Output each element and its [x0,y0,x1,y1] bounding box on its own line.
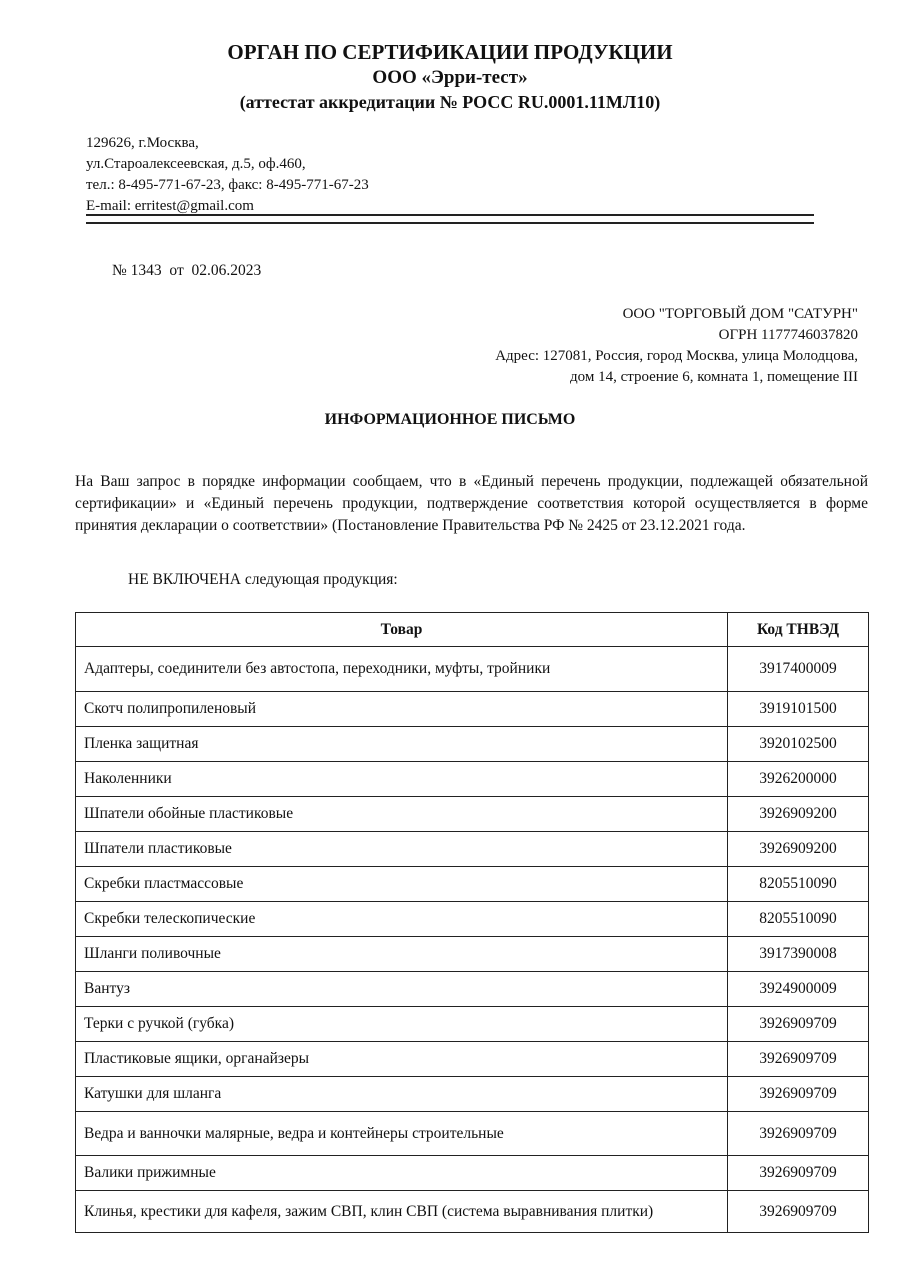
body-paragraph: На Ваш запрос в порядке информации сообщаем, что в «Единый перечень продукции, подлежащей обязательной сертификации» и «Единый перечень продукции, подтверждение соответствия которой осуществляется в форме принятия декларации о соответствии» (Постановление Правительства РФ № 2425 от 23.12.2021 года. [75,473,868,534]
product-name: Пластиковые ящики, органайзеры [76,1042,728,1077]
products-table [75,612,869,1233]
sender-address-line: ул.Староалексеевская, д.5, оф.460, [86,156,306,172]
recipient-block [495,304,858,388]
product-name: Вантуз [76,972,728,1007]
sender-email: E-mail: erritest@gmail.com [86,198,254,214]
table-row [76,867,869,902]
table-row [76,1007,869,1042]
tnved-code: 3924900009 [728,972,869,1007]
tnved-code: 3926909200 [728,797,869,832]
company-name: ООО «Эрри-тест» [372,67,528,88]
table-row [76,1191,869,1233]
tnved-code: 3917400009 [728,647,869,692]
tnved-code: 3926200000 [728,762,869,797]
tnved-code: 3926909709 [728,1112,869,1156]
product-name: Шпатели обойные пластиковые [76,797,728,832]
recipient-address-line: Адрес: 127081, Россия, город Москва, улица Молодцова, [495,348,858,364]
letter-number-date: № 1343 от 02.06.2023 [112,262,262,279]
table-row [76,902,869,937]
tnved-code: 3917390008 [728,937,869,972]
table-row [76,1077,869,1112]
product-name: Адаптеры, соединители без автостопа, переходники, муфты, тройники [76,647,728,692]
recipient-name: ООО "ТОРГОВЫЙ ДОМ "САТУРН" [622,306,858,322]
product-name: Терки с ручкой (губка) [76,1007,728,1042]
accreditation-line: (аттестат аккредитации № РОСС RU.0001.11МЛ10) [239,92,661,112]
column-header-code: Код ТНВЭД [728,613,869,647]
product-name: Катушки для шланга [76,1077,728,1112]
table-row [76,1112,869,1156]
document-title: ИНФОРМАЦИОННОЕ ПИСЬМО [324,411,576,428]
table-row [76,1042,869,1077]
sender-phone-fax: тел.: 8-495-771-67-23, факс: 8-495-771-67-23 [86,177,369,193]
table-row [76,937,869,972]
product-name: Скребки телескопические [76,902,728,937]
table-row [76,1156,869,1191]
double-separator-line [86,214,814,224]
tnved-code: 3926909709 [728,1042,869,1077]
column-header-product: Товар [76,613,728,647]
organization-heading: ОРГАН ПО СЕРТИФИКАЦИИ ПРОДУКЦИИ [227,40,673,64]
product-name: Ведра и ванночки малярные, ведра и контейнеры строительные [76,1112,728,1156]
tnved-code: 3926909709 [728,1156,869,1191]
product-name: Шланги поливочные [76,937,728,972]
product-name: Пленка защитная [76,727,728,762]
tnved-code: 8205510090 [728,902,869,937]
product-name: Наколенники [76,762,728,797]
table-row [76,832,869,867]
tnved-code: 3926909709 [728,1191,869,1233]
sender-address [86,133,369,217]
sender-address-line: 129626, г.Москва, [86,135,199,151]
product-name: Скотч полипропиленовый [76,692,728,727]
tnved-code: 3920102500 [728,727,869,762]
tnved-code: 3926909709 [728,1007,869,1042]
product-name: Скребки пластмассовые [76,867,728,902]
recipient-address-line: дом 14, строение 6, комната 1, помещение III [569,369,858,385]
tnved-code: 3919101500 [728,692,869,727]
table-header-row [76,613,869,647]
table-row [76,972,869,1007]
table-row [76,797,869,832]
product-name: Клинья, крестики для кафеля, зажим СВП, клин СВП (система выравнивания плитки) [76,1191,728,1233]
list-intro: НЕ ВКЛЮЧЕНА следующая продукция: [128,571,398,588]
tnved-code: 3926909200 [728,832,869,867]
table-row [76,692,869,727]
tnved-code: 3926909709 [728,1077,869,1112]
product-name: Шпатели пластиковые [76,832,728,867]
product-name: Валики прижимные [76,1156,728,1191]
table-row [76,762,869,797]
tnved-code: 8205510090 [728,867,869,902]
table-row [76,647,869,692]
recipient-ogrn: ОГРН 1177746037820 [718,327,858,343]
table-row [76,727,869,762]
